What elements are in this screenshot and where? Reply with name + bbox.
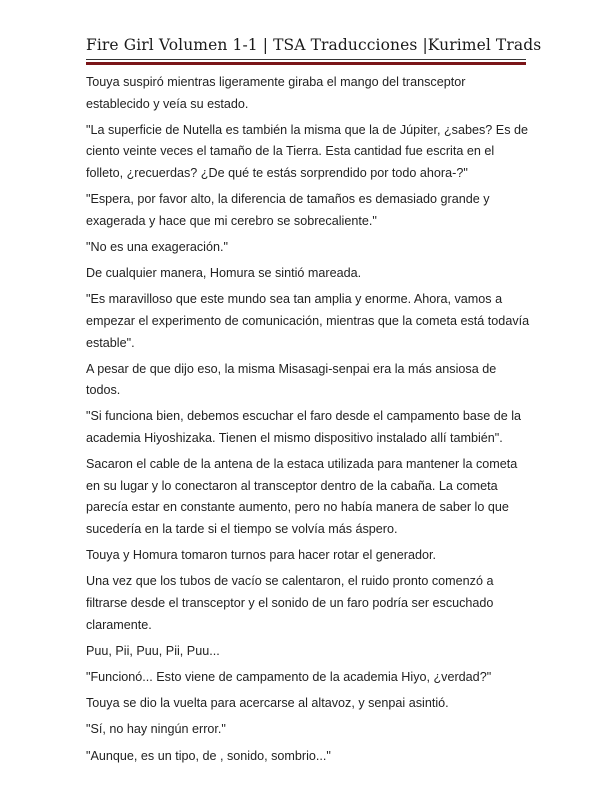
paragraph: "Espera, por favor alto, la diferencia de tamaños es demasiado grande y exagerada y hace que mi cerebro se sobrecaliente." bbox=[86, 192, 490, 228]
paragraph: A pesar de que dijo eso, la misma Misasagi-senpai era la más ansiosa de todos. bbox=[86, 361, 497, 398]
paragraph: Touya se dio la vuelta para acercarse al altavoz, y senpai asintió. bbox=[86, 696, 449, 711]
paragraph: "Sí, no hay ningún error." bbox=[86, 722, 226, 737]
paragraph: Touya y Homura tomaron turnos para hacer rotar el generador. bbox=[86, 548, 437, 563]
paragraph: Puu, Pii, Puu, Pii, Puu... bbox=[86, 643, 220, 658]
paragraph: "Si funciona bien, debemos escuchar el faro desde el campamento base de la academia Hiyoshizaka. Tienen el mismo dispositivo instalado allí también". bbox=[86, 409, 522, 446]
header-rule-thin bbox=[86, 59, 526, 60]
paragraph: De cualquier manera, Homura se sintió mareada. bbox=[86, 266, 362, 281]
paragraph: "Aunque, es un tipo, de , sonido, sombrio..." bbox=[86, 748, 331, 763]
paragraph: Sacaron el cable de la antena de la estaca utilizada para mantener la cometa en su lugar y lo conectaron al transceptor dentro de la cabaña. La cometa parecía estar en constante aumento, pero no había manera de saber lo que sucedería en la tarde si el tiempo se volvía más áspero. bbox=[86, 457, 518, 537]
paragraph: Touya suspiró mientras ligeramente giraba el mango del transceptor establecido y veía su estado. bbox=[86, 75, 466, 111]
paragraph: Una vez que los tubos de vacío se calentaron, el ruido pronto comenzó a filtrarse desde el transceptor y el sonido de un faro podría ser escuchado claramente. bbox=[86, 574, 494, 632]
header-rule-accent bbox=[86, 62, 526, 65]
paragraph: "No es una exageración." bbox=[86, 239, 228, 254]
paragraph: "Es maravilloso que este mundo sea tan amplia y enorme. Ahora, vamos a empezar el experimento de comunicación, mientras que la cometa está todavía estable". bbox=[86, 292, 530, 350]
paragraph: "Funcionó... Esto viene de campamento de la academia Hiyo, ¿verdad?" bbox=[86, 669, 492, 684]
paragraph: "La superficie de Nutella es también la misma que la de Júpiter, ¿sabes? Es de ciento veinte veces el tamaño de la Tierra. Esta cantidad fue escrita en el folleto, ¿recuerdas? ¿De qué te estás sorprendido por todo ahora-?" bbox=[86, 122, 528, 180]
document-body bbox=[86, 72, 532, 772]
page-header-title: Fire Girl Volumen 1-1 | TSA Traducciones |Kurimel Trads bbox=[86, 36, 542, 54]
